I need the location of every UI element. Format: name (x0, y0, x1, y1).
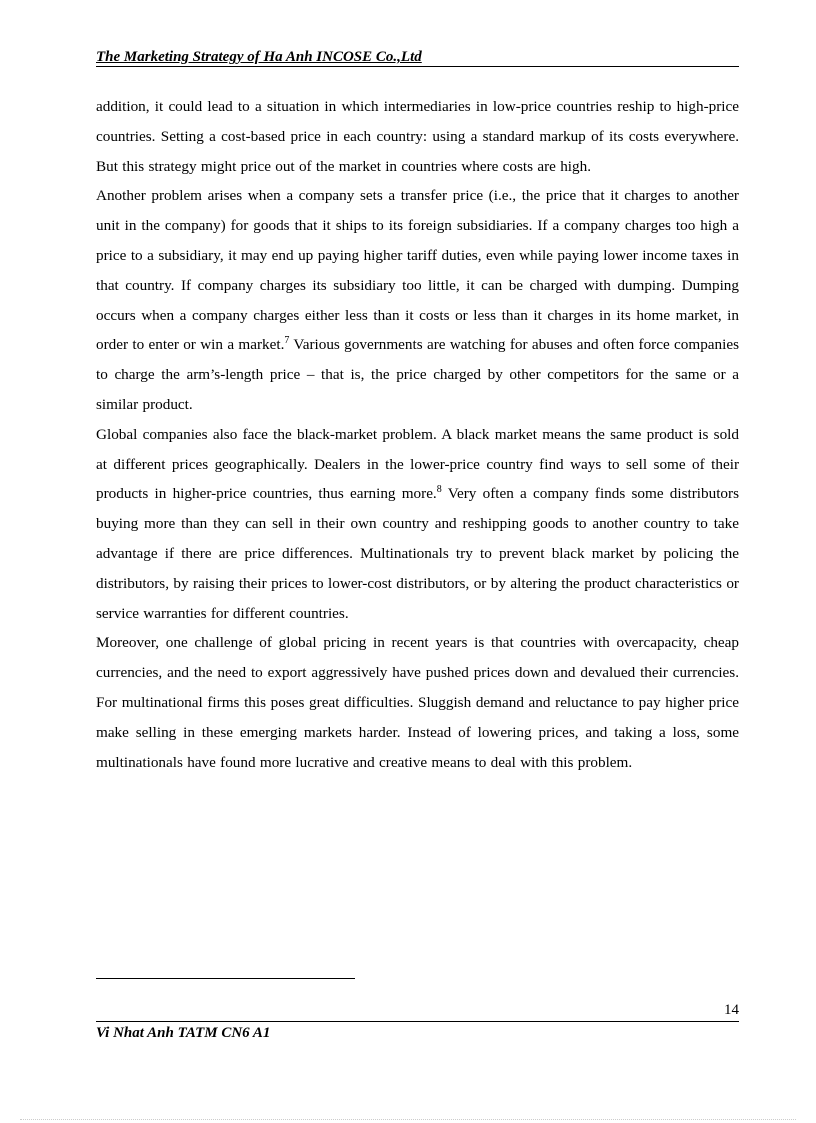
paragraph-3-text-after: Very often a company finds some distributors buying more than they can sell in their own country and reshipping goods to another country to take advantage if there are price differences. Multinationals try to prevent black market by policing the distributors, by raising their prices to lower-cost distributors, or by altering the product characteristics or service warranties for different countries. (96, 485, 739, 622)
paragraph-2-text-before: Another problem arises when a company sets a transfer price (i.e., the price that it charges to another unit in the company) for goods that it ships to its foreign subsidiaries. If a company charges too high a price to a subsidiary, it may end up paying higher tariff duties, even while paying lower income taxes in that country. If company charges its subsidiary too little, it can be charged with dumping. Dumping occurs when a company charges either less than it costs or less than it charges in its home market, in order to enter or win a market. (96, 187, 739, 354)
footer-divider (96, 1021, 739, 1022)
paragraph-3 (96, 420, 739, 629)
page-number: 14 (724, 1002, 739, 1018)
page-edge-dotted-line (20, 1119, 796, 1120)
body-text (96, 92, 739, 777)
footnote-ref-8: 8 (436, 484, 442, 496)
document-title: The Marketing Strategy of Ha Anh INCOSE Co.,Ltd (96, 49, 422, 65)
paragraph-4: Moreover, one challenge of global pricing in recent years is that countries with overcapacity, cheap currencies, and the need to export aggressively have pushed prices down and devalued their currencies. For multinational firms this poses great difficulties. Sluggish demand and reluctance to pay higher price make selling in these emerging markets harder. Instead of lowering prices, and taking a loss, some multinationals have found more lucrative and creative means to deal with this problem. (96, 634, 739, 771)
page-header (96, 49, 739, 67)
paragraph-2 (96, 181, 739, 419)
paragraph-3-text-before: Global companies also face the black-market problem. A black market means the same product is sold at different prices geographically. Dealers in the lower-price country find ways to sell some of their products in higher-price countries, thus earning more. (96, 425, 739, 503)
footer-author: Vi Nhat Anh TATM CN6 A1 (96, 1025, 271, 1041)
footnote-separator (96, 978, 355, 979)
footnote-ref-7: 7 (284, 335, 290, 347)
paragraph-1: addition, it could lead to a situation in which intermediaries in low-price countries reship to high-price countries. Setting a cost-based price in each country: using a standard markup of its costs everywhere. But this strategy might price out of the market in countries where costs are high. (96, 98, 739, 175)
paragraph-2-text-after: Various governments are watching for abuses and often force companies to charge the arm’s-length price – that is, the price charged by other competitors for the same or a similar product. (96, 336, 739, 413)
